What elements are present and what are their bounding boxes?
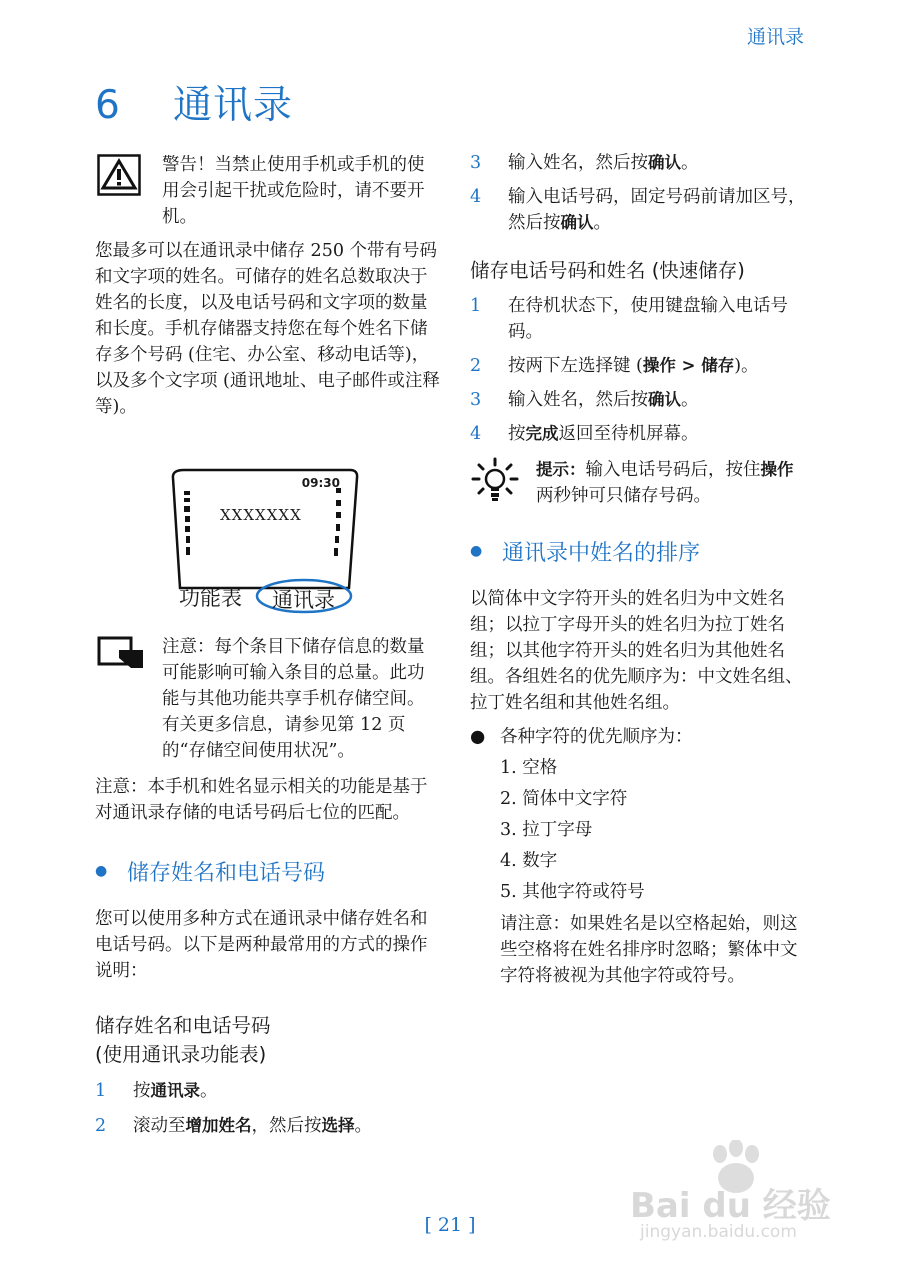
warning-text: 警告！当禁止使用手机或手机的使用会引起干扰或危险时，请不要开机。	[162, 155, 425, 227]
chapter-name: 通讯录	[173, 83, 294, 128]
right-column	[470, 150, 810, 989]
section-heading-store: ● 储存姓名和电话号码	[95, 859, 440, 889]
running-header: 通讯录	[746, 26, 804, 48]
chapter-number: 6	[95, 83, 121, 128]
left-column	[95, 150, 440, 1139]
priority-item: 3. 拉丁字母	[500, 820, 593, 840]
subsection-heading-quick: 储存电话号码和姓名 (快速储存)	[470, 259, 745, 282]
step-item: 3 输入姓名，然后按确认。	[470, 390, 699, 410]
note-box	[95, 634, 440, 764]
phone-screen-illustration	[170, 468, 360, 616]
priority-item: 2. 简体中文字符	[500, 789, 628, 809]
warning-box	[95, 152, 440, 230]
watermark-brand: Bai du 经验	[630, 1186, 831, 1226]
step-item: 4 输入电话号码，固定号码前请加区号，然后按确认。	[470, 187, 806, 233]
note2-paragraph: 注意：本手机和姓名显示相关的功能是基于对通讯录存储的电话号码后七位的匹配。	[95, 777, 428, 823]
note-text: 注意：每个条目下储存信息的数量可能影响可输入条目的总量。此功能与其他功能共享手机存储空间。有关更多信息，请参见第 12 页的“存储空间使用状况”。	[162, 637, 425, 761]
lightbulb-icon	[470, 457, 520, 503]
priority-item: 4. 数字	[500, 851, 558, 871]
priority-item: 5. 其他字符或符号	[500, 882, 645, 902]
step-item: 1 按通讯录。	[95, 1081, 218, 1101]
intro-paragraph: 您最多可以在通讯录中储存 250 个带有号码和文字项的姓名。可储存的姓名总数取决于姓名的长度，以及电话号码和文字项的数量和长度。手机存储器支持您在每个姓名下储存多个号码 (住宅、办公室、移动电话等)，以及多个文字项 (通讯地址、电子邮件或注释等)。	[95, 241, 440, 417]
section-bullet: ●	[470, 543, 483, 559]
section-heading-sort: ● 通讯录中姓名的排序	[470, 539, 810, 569]
page-number: [ 21 ]	[424, 1214, 476, 1236]
section-intro: 您可以使用多种方式在通讯录中储存姓名和电话号码。以下是两种最常用的方式的操作说明：	[95, 909, 428, 981]
note-icon	[97, 636, 145, 670]
chapter-title	[95, 74, 293, 130]
step-item: 2 滚动至增加姓名，然后按选择。	[95, 1116, 372, 1136]
bullet-dot: ●	[470, 727, 486, 747]
step-item: 4 按完成返回至待机屏幕。	[470, 424, 699, 444]
phone-left-softkey: 功能表	[179, 586, 242, 610]
phone-clock: 09:30	[301, 476, 340, 490]
warning-icon	[97, 154, 141, 196]
sort-intro: 以简体中文字符开头的姓名归为中文姓名组；以拉丁字母开头的姓名归为拉丁姓名组；以其他字符开头的姓名归为其他姓名组。各组姓名的优先顺序为：中文姓名组、拉丁姓名组和其他姓名组。	[470, 589, 803, 713]
priority-item: 1. 空格	[500, 758, 558, 778]
section-bullet: ●	[95, 863, 108, 879]
tip-box	[470, 457, 810, 509]
step-item: 2 按两下左选择键 (操作 > 储存)。	[470, 356, 759, 376]
tip-text: 提示：输入电话号码后，按住操作两秒钟可只储存号码。	[536, 460, 794, 506]
priority-list	[470, 755, 810, 905]
watermark-url: jingyan.baidu.com	[640, 1222, 797, 1242]
step-item: 3 输入姓名，然后按确认。	[470, 153, 699, 173]
watermark	[620, 1140, 850, 1250]
closing-paragraph: 请注意：如果姓名是以空格起始，则这些空格将在姓名排序时忽略；繁体中文字符将被视为其他字符或符号。	[500, 914, 798, 986]
phone-contact-name: XXXXXXX	[220, 506, 302, 524]
subsection-heading: 储存姓名和电话号码 (使用通讯录功能表)	[95, 1014, 271, 1066]
phone-right-softkey: 通讯录	[272, 588, 335, 612]
step-item: 1 在待机状态下，使用键盘输入电话号码。	[470, 296, 788, 342]
bullet-item: ● 各种字符的优先顺序为：	[470, 724, 810, 750]
